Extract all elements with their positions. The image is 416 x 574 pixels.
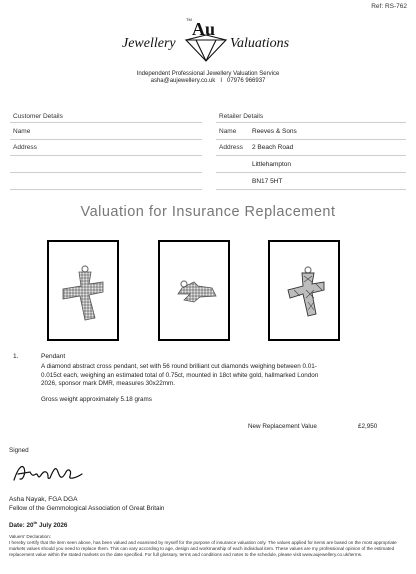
reference-number: Ref: RS-762 (371, 3, 407, 10)
logo-text-center: Au (192, 19, 216, 39)
declaration-heading: Valuers' Declaration: (9, 534, 51, 539)
date-suffix: July 2026 (37, 522, 68, 530)
customer-address-label: Address (13, 144, 37, 151)
divider (216, 122, 406, 123)
contact-email[interactable]: asha@aujewellery.co.uk (150, 78, 216, 84)
item-description: A diamond abstract cross pendant, set with 56 round brilliant cut diamonds weighing between 0.01-0.015ct each, weighing an estimated total of 0.75ct, mounted in 18ct white gold, hallmarked London 2026, sponsor mark DMR, measures 30x22mm. (41, 363, 319, 388)
retailer-address-label: Address (219, 144, 243, 151)
replacement-value-label: New Replacement Value (248, 423, 317, 430)
pendant-image (49, 242, 117, 339)
document-title: Valuation for Insurance Replacement (80, 204, 336, 220)
divider (10, 139, 202, 140)
divider (10, 122, 202, 123)
item-number: 1. (13, 353, 19, 360)
valuer-name: Asha Nayak, FGA DGA (9, 496, 78, 503)
retailer-name-label: Name (219, 128, 237, 135)
pendant-image (270, 242, 338, 339)
valuer-fellowship: Fellow of the Gemmological Association of Great Britain (9, 505, 165, 512)
divider (216, 172, 406, 173)
retailer-address-line: BN17 5HT (252, 178, 283, 185)
retailer-name-value: Reeves & Sons (252, 128, 297, 135)
signed-heading: Signed (9, 447, 29, 454)
tagline: Independent Professional Jewellery Valuation Service (136, 71, 280, 77)
retailer-details-heading: Retailer Details (219, 113, 264, 120)
contact-separator: I (220, 78, 222, 84)
logo-text-right: Valuations (230, 36, 290, 51)
retailer-address-line: Littlehampton (252, 161, 292, 168)
item-photo-front (47, 240, 119, 341)
contact-phone: 07976 966937 (227, 78, 266, 84)
divider (216, 139, 406, 140)
logo-text-left: Jewellery (122, 36, 176, 51)
item-gross-weight: Gross weight approximately 5.18 grams (41, 396, 152, 403)
pendant-image (160, 242, 228, 339)
item-photo-back (268, 240, 340, 341)
item-photo-angled (158, 240, 230, 341)
replacement-value: £2,950 (358, 423, 378, 430)
valuation-date (9, 520, 67, 529)
customer-details-heading: Customer Details (13, 113, 63, 120)
declaration-text: I hereby certify that the item seen above, has been valued and examined by myself for the purpose of insurance valuation only. The values applied for items are based on the most appropriate markets values should you need to replace them. This can vary according to age, design and workmanship of each individual item. These values are my professional opinion of the estimated replacement value within the stated markets on the date specified. For full glossary, terms and conditions and notes to the schedule, please visit www.aujewellery.co.uk/terms. (9, 540, 397, 557)
company-logo (120, 13, 296, 65)
customer-name-label: Name (13, 128, 31, 135)
divider (10, 189, 202, 190)
date-prefix: Date: 20 (9, 522, 34, 530)
handwritten-signature (10, 458, 90, 488)
divider (216, 189, 406, 190)
retailer-address-line: 2 Beach Road (252, 144, 294, 151)
logo-trademark: TM (186, 17, 192, 22)
divider (216, 155, 406, 156)
divider (10, 172, 202, 173)
item-title: Pendant (41, 353, 66, 360)
date-suffix-ordinal: th (33, 520, 38, 525)
divider (10, 155, 202, 156)
contact-line (0, 77, 416, 85)
